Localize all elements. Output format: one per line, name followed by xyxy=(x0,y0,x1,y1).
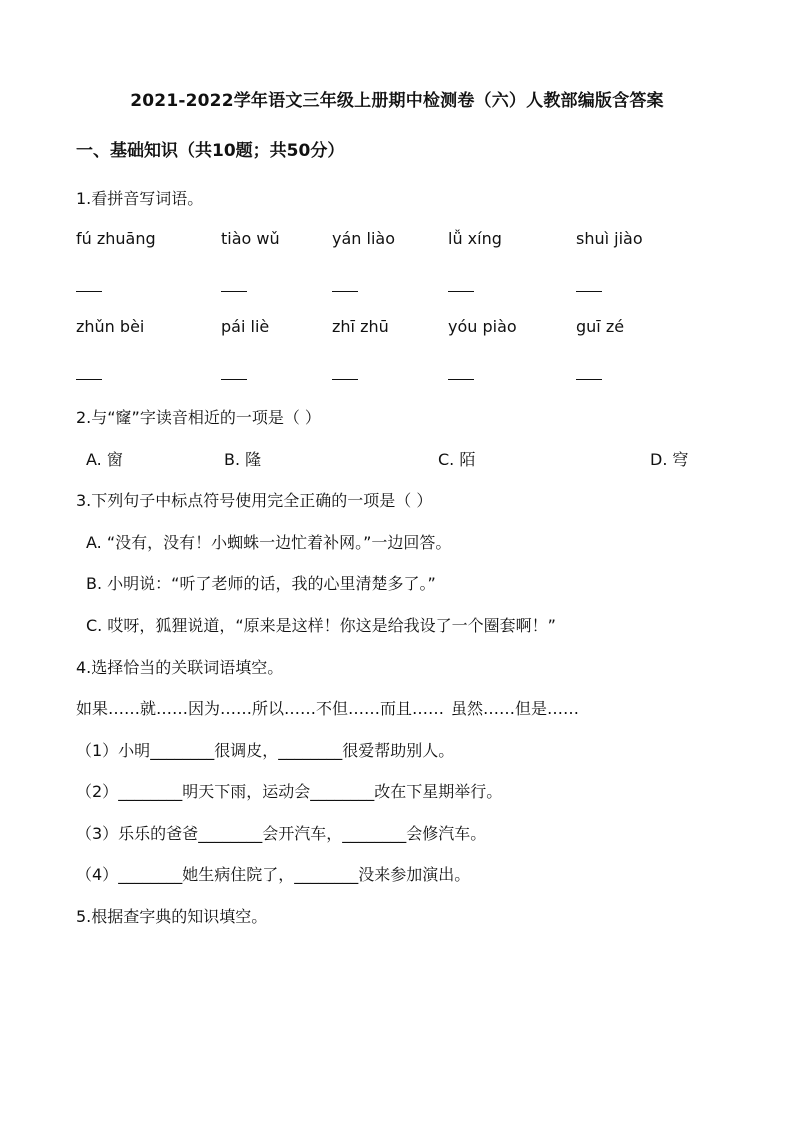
pinyin-item: fú zhuāng xyxy=(76,229,156,248)
answer-blank[interactable] xyxy=(448,379,474,380)
question-1-prompt: 1.看拼音写词语。 xyxy=(76,189,204,208)
option-a: A. 窗 xyxy=(86,450,123,469)
answer-blank[interactable] xyxy=(448,291,474,292)
pinyin-item: zhǔn bèi xyxy=(76,317,145,336)
section-heading: 一、基础知识（共10题；共50分） xyxy=(76,141,345,161)
answer-blank[interactable]: ________ xyxy=(294,865,359,884)
pinyin-item: zhī zhū xyxy=(332,317,389,336)
answer-blank[interactable]: ________ xyxy=(278,741,343,760)
pinyin-item: lǚ xíng xyxy=(448,229,502,248)
option-d: D. 穹 xyxy=(650,450,689,469)
answer-blank[interactable] xyxy=(576,379,602,380)
answer-blank[interactable]: ________ xyxy=(150,741,215,760)
answer-blank[interactable]: ________ xyxy=(342,824,407,843)
option-a: A. “没有，没有！小蜘蛛一边忙着补网。”一边回答。 xyxy=(86,533,452,552)
option-c: C. 陌 xyxy=(438,450,476,469)
fill-item-1: （1）小明________很调皮，________很爱帮助别人。 xyxy=(76,741,455,760)
pinyin-item: tiào wǔ xyxy=(221,229,280,248)
connector-word: 不但……而且…… xyxy=(316,699,445,718)
answer-blank[interactable] xyxy=(221,291,247,292)
answer-blank[interactable]: ________ xyxy=(310,782,375,801)
answer-blank[interactable] xyxy=(76,379,102,380)
pinyin-item: yóu piào xyxy=(448,317,517,336)
option-b: B. 隆 xyxy=(224,450,262,469)
option-b: B. 小明说：“听了老师的话，我的心里清楚多了。” xyxy=(86,574,436,593)
answer-blank[interactable]: ________ xyxy=(198,824,263,843)
answer-blank[interactable] xyxy=(76,291,102,292)
pinyin-item: yán liào xyxy=(332,229,395,248)
answer-blank[interactable] xyxy=(332,291,358,292)
question-4-prompt: 4.选择恰当的关联词语填空。 xyxy=(76,658,284,677)
fill-item-4: （4）________她生病住院了，________没来参加演出。 xyxy=(76,865,471,884)
pinyin-item: shuì jiào xyxy=(576,229,643,248)
answer-blank[interactable]: ________ xyxy=(118,865,183,884)
answer-blank[interactable] xyxy=(332,379,358,380)
page-title: 2021-2022学年语文三年级上册期中检测卷（六）人教部编版含答案 xyxy=(130,91,664,111)
connector-word: 虽然……但是…… xyxy=(451,699,580,718)
connector-word: 因为……所以…… xyxy=(188,699,317,718)
connector-word-list xyxy=(76,696,579,719)
fill-item-2: （2）________明天下雨，运动会________改在下星期举行。 xyxy=(76,782,503,801)
connector-word: 如果……就…… xyxy=(76,699,189,718)
fill-item-3: （3）乐乐的爸爸________会开汽车，________会修汽车。 xyxy=(76,824,487,843)
question-3-prompt: 3.下列句子中标点符号使用完全正确的一项是（ ） xyxy=(76,491,433,510)
answer-blank[interactable] xyxy=(221,379,247,380)
question-5-prompt: 5.根据查字典的知识填空。 xyxy=(76,907,268,926)
answer-blank[interactable] xyxy=(576,291,602,292)
pinyin-item: guī zé xyxy=(576,317,625,336)
option-c: C. 哎呀，狐狸说道，“原来是这样！你这是给我设了一个圈套啊！” xyxy=(86,616,556,635)
answer-blank[interactable]: ________ xyxy=(118,782,183,801)
pinyin-item: pái liè xyxy=(221,317,270,336)
question-2-prompt: 2.与“窿”字读音相近的一项是（ ） xyxy=(76,408,321,427)
